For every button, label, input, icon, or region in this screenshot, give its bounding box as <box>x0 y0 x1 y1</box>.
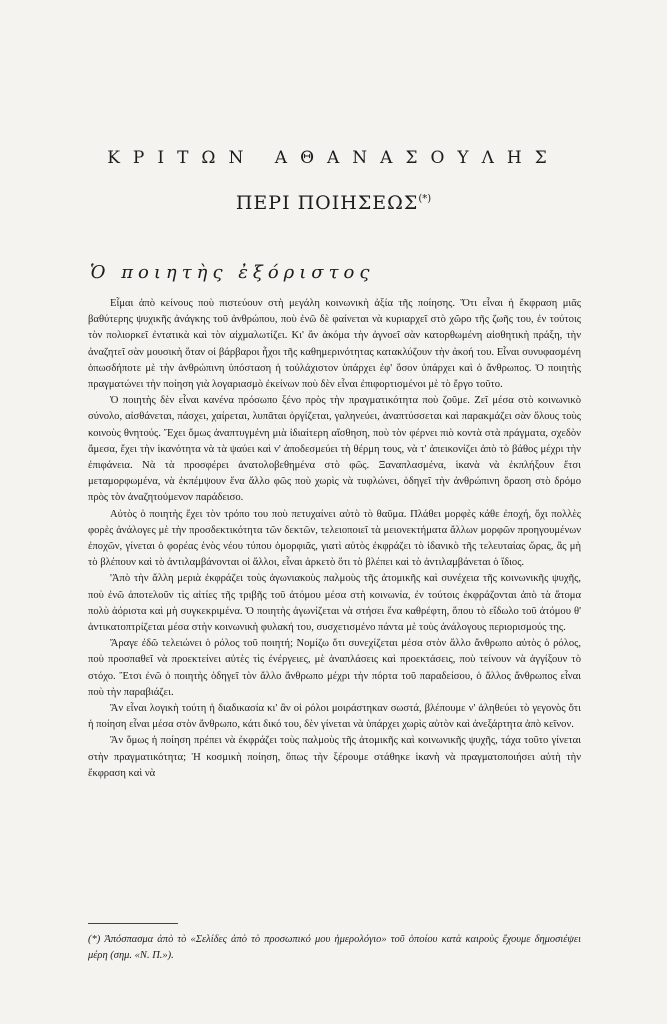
article-title <box>0 192 667 214</box>
paragraph-6: Ἂν εἶναι λογικὴ τούτη ἡ διαδικασία κι' ἂν οἱ ρόλοι μοιράστηκαν σωστά, βλέπουμε ν' ἀληθεύει τὸ γεγονὸς ὅτι ἡ ποίηση εἶναι μέσα στὸν ἄνθρωπο, κάτι δικό του, δὲν γίνεται νὰ ὑπάρχει χωρὶς αὐτὸν καὶ ἀνεξάρτητα ἀπὸ κεῖνον. <box>88 703 581 731</box>
paragraph-7: Ἂν ὅμως ἡ ποίηση πρέπει νὰ ἐκφράζει τοὺς παλμοὺς τῆς ἀτομικῆς καὶ κοινωνικῆς ψυχῆς, τάχα τοῦτο γίνεται στὴν πραγματικότητα; Ἡ κοσμικὴ ποίηση, ὅπως τὴν ξέρουμε στάθηκε ἱκανὴ νὰ πραγματοποιήσει αὐτὴ τὴν ἔκφραση καὶ νὰ <box>88 735 581 779</box>
title-text: ΠΕΡΙ ΠΟΙΗΣΕΩΣ <box>235 192 419 214</box>
footnote-divider <box>88 923 178 924</box>
author-name: ΚΡΙΤΩΝ ΑΘΑΝΑΣΟΥΛΗΣ <box>107 148 560 168</box>
section-subtitle: Ὁ ποιητὴς ἐξόριστος <box>90 262 375 283</box>
title-footnote-marker: (*) <box>418 193 432 205</box>
article-body <box>88 296 581 782</box>
paragraph-2: Ὁ ποιητὴς δὲν εἶναι κανένα πρόσωπο ξένο πρὸς τὴν πραγματικότητα ποὺ ζοῦμε. Ζεῖ μέσα στὸ κοινωνικὸ σύνολο, αἰσθάνεται, πάσχει, χαίρεται, λυπᾶται ὀργίζεται, γαληνεύει, ἀναπτύσσεται καὶ παρακμάζει σὰν ὅλους τοὺς κοινοὺς θνητούς. Ἔχει ὅμως ἀναπτυγμένη μιὰ ἰδιαίτερη αἴσθηση, ποὺ τὸν φέρνει πιὸ κοντὰ στὰ πράγματα, σχεδὸν ἄμεσα, ἔχει τὴν ἱκανότητα νὰ τὰ ψαύει καὶ ν' ἀποδεσμεύει τὴ θέρμη τους, νὰ τ' ἀπεικονίζει ἀπὸ τὸ βάθος μέχρι τὴν ἐπιφάνεια. Νὰ τὰ προσφέρει ἀνατολοβεθημένα στὸ φῶς. Ξαναπλασμένα, ἱκανὰ νὰ ἐκπλήξουν ἔτσι μεταμορφωμένα, νὰ ἐκπέμψουν ἕνα ἄλλο φῶς ποὺ χωρὶς νὰ τυφλώνει, ὁδηγεῖ τὴν ἀνθρώπινη ὅραση στὸ δρόμο πρὸς τὸν ἀναζητούμενον παράδεισο. <box>88 395 581 504</box>
paragraph-5: Ἄραγε ἐδῶ τελειώνει ὁ ρόλος τοῦ ποιητή; Νομίζω ὅτι συνεχίζεται μέσα στὸν ἄλλο ἄνθρωπο αὐτὸς ὁ ρόλος, ποὺ προσπαθεῖ νὰ προεκτείνει αὐτὲς τὶς ἐνέργειες, μὲ ἀναπλάσεις καὶ προεκτάσεις, ποὺ τείνουν νὰ ἀγγίξουν τὸ στόχο. Ἔτσι ἐνῶ ὁ ποιητὴς ὁδηγεῖ τὸν ἄλλο ἄνθρωπο μέχρι τὴν πόρτα τοῦ παραδείσου, ὁ ἄλλος ἄνθρωπος εἶναι ποὺ τὴν παραβιάζει. <box>88 638 581 698</box>
paragraph-3: Αὐτὸς ὁ ποιητὴς ἔχει τὸν τρόπο του ποὺ πετυχαίνει αὐτὸ τὸ θαῦμα. Πλάθει μορφὲς κάθε ἐποχή, ὄχι πολλὲς φορὲς ἀνάλογες μὲ τὴν προσδεκτικότητα τῶν δεκτῶν, τελειοποιεῖ τὰ μειονεκτήματα ἄλλων μορφῶν προηγουμένων ἐποχῶν, γίνεται ὁ φορέας ἑνὸς νέου τύπου ὁμορφιᾶς, γιατὶ αὐτὸς ἐκφράζει τὸ ἰδανικὸ τῆς τελευταίας ὥρας, ἂς μὴ τὸ βλέπουν καὶ τὸ ἀντιλαμβάνονται οἱ ἄλλοι, εἶναι ἀρκετὸ ὅτι τὸ βλέπει καὶ τὸ ἀντιλαμβάνεται ὁ ἴδιος. <box>88 508 581 569</box>
footnote: (*) Ἀπόσπασμα ἀπὸ τὸ «Σελίδες ἀπὸ τὸ προσωπικό μου ἡμερολόγιο» τοῦ ὁποίου κατὰ καιροὺς ἔχουμε δημοσιέψει μέρη (σημ. «Ν. Π.»). <box>88 934 581 961</box>
paragraph-1: Εἶμαι ἀπὸ κείνους ποὺ πιστεύουν στὴ μεγάλη κοινωνικὴ ἀξία τῆς ποίησης. Ὅτι εἶναι ἡ ἔκφραση μιᾶς βαθύτερης ψυχικῆς ἀνάγκης τοῦ ἀνθρώπου, ποὺ ἐνῶ δὲ φαίνεται νὰ κυριαρχεῖ στὸ χῶρο τῆς ζωῆς του, ἐν τούτοις τὸν πολιορκεῖ ἐντατικὰ καὶ τὸν αἰχμαλωτίζει. Κι' ἂν ἀκόμα τὴν ἀγνοεῖ σὰν κατορθωμένη αἰσθητικὴ πράξη, τὴν ἀναζητεῖ σὰν μουσικὴ ὅταν οἱ βάρβαροι ἦχοι τῆς καθημερινότητας κατακλύζουν τὴν ἀκοή του. Εἶναι συνυφασμένη ὁπωσδήποτε μὲ τὴν ἀνθρώπινη ὑπόσταση ἡ τοὐλάχιστον ὑπάρχει ἐφ' ὅσον ὑπάρχει καὶ ὁ ἄνθρωπος. Ὁ ποιητὴς πραγματώνει τὴν ποίηση γιὰ λογαριασμὸ ἐκείνων ποὺ δὲν εἶναι ἐπιφορτισμένοι μὲ τὸ ἔργο τοῦτο. <box>88 298 581 391</box>
paragraph-4: 'Ἀπὸ τὴν ἄλλη μεριὰ ἐκφράζει τοὺς ἀγωνιακοὺς παλμοὺς τῆς ἀτομικῆς καὶ συνέχεια τῆς κοινωνικῆς ψυχῆς, ποὺ ἐνῶ ἀποτελοῦν τὶς αἰτίες τῆς τριβῆς τοῦ ἀτόμου μέσα στὴ κοινωνία, ἐν τούτοις ἐκφράζονται ἀπὸ τὰ ἄτομα πολὺ ἀόριστα καὶ μὴ συγκεκριμένα. Ὁ ποιητὴς ἀγωνίζεται νὰ στήσει ἕνα καθρέφτη, ὅπου τὸ εἴδωλο τοῦ ἀτόμου θ' ἀντικατοπτρίζεται μέσα στὴν κοινωνικὴ φυλακή του, συσχετισμένο πάντα μὲ τοὺς ἀνάλογους περιορισμούς της. <box>88 573 581 634</box>
